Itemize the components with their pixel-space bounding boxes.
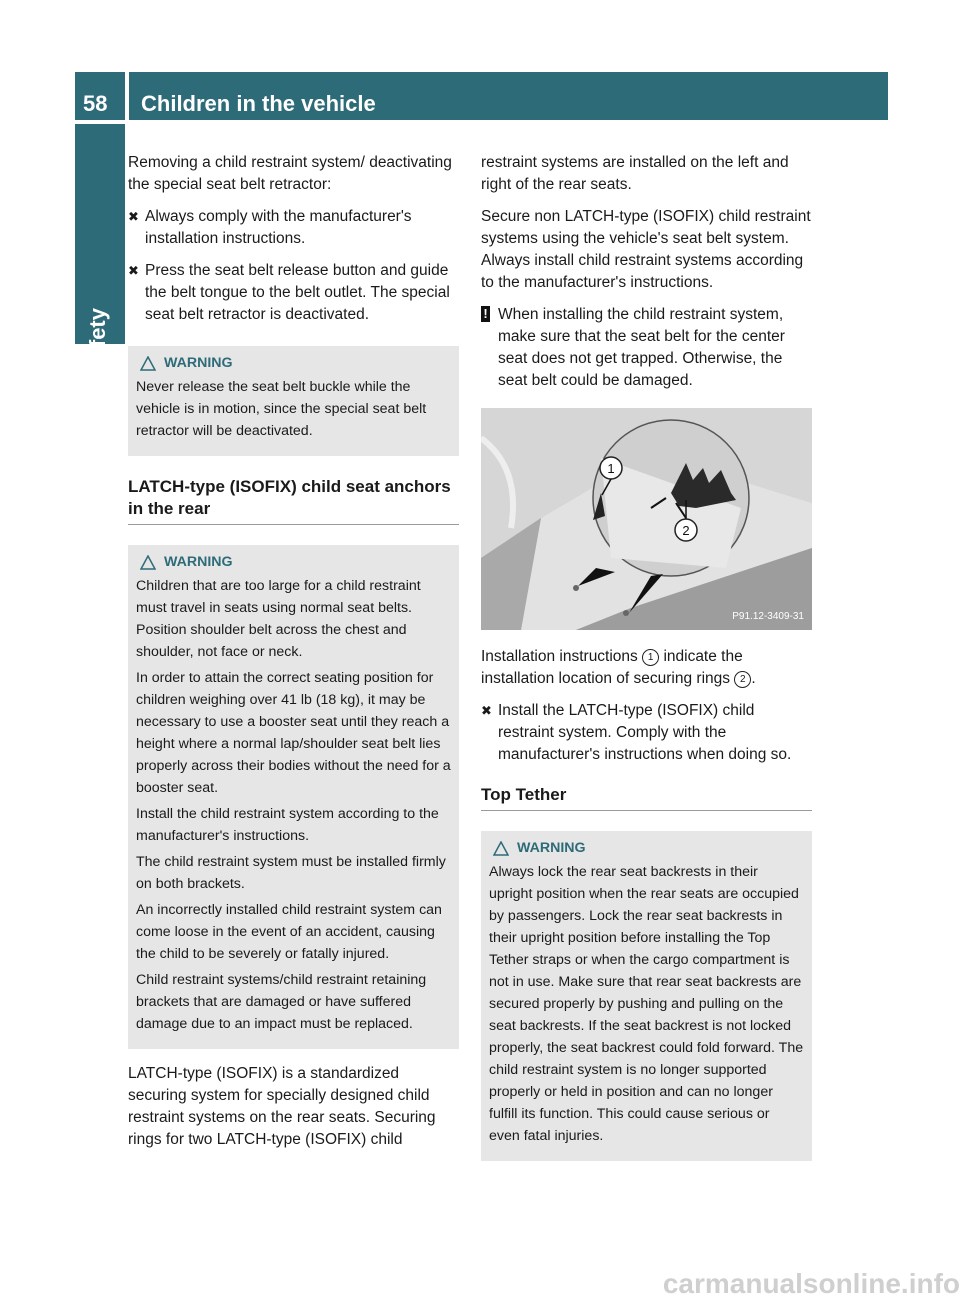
warning-title: WARNING xyxy=(517,840,586,856)
warning-paragraph: Children that are too large for a child restraint must travel in seats using normal seat belts. Position shoulder belt across the chest and shoulder, not face or neck. xyxy=(136,578,421,660)
warning-text: Never release the seat belt buckle while the vehicle is in motion, since the special seat belt retractor will be deactivated. xyxy=(136,379,427,439)
page-header xyxy=(75,72,888,120)
warning-triangle-icon xyxy=(140,356,156,371)
intro-text: Removing a child restraint system/ deactivating the special seat belt retractor: xyxy=(128,154,452,193)
warning-box xyxy=(128,346,459,456)
page-number: 58 xyxy=(83,91,108,116)
instruction-step: ✖ Always comply with the manufacturer's installation instructions. xyxy=(128,208,412,247)
note-block: ! When installing the child restraint system, make sure that the seat belt for the center seat does not get trapped. Otherwise, the seat belt could be damaged. xyxy=(481,304,812,392)
watermark: carmanualsonline.info xyxy=(662,1268,960,1299)
instruction-step: ✖ Install the LATCH-type (ISOFIX) child restraint system. Comply with the manufacturer's instructions when doing so. xyxy=(481,702,792,763)
warning-paragraph: The child restraint system must be installed firmly on both brackets. xyxy=(136,854,446,892)
step-arrow-icon: ✖ xyxy=(481,703,492,718)
section-heading: Top Tether xyxy=(481,784,812,811)
warning-box xyxy=(481,831,812,1161)
callout-1-marker: 1 xyxy=(642,649,659,666)
exclamation-icon: ! xyxy=(481,306,490,322)
warning-paragraph: Child restraint systems/child restraint retaining brackets that are damaged or have suffered damage due to an impact must be replaced. xyxy=(136,972,427,1032)
warning-title: WARNING xyxy=(164,355,233,371)
warning-title: WARNING xyxy=(164,554,233,570)
chapter-title: Children in the vehicle xyxy=(141,91,376,116)
step-arrow-icon: ✖ xyxy=(128,209,139,224)
section-heading: LATCH-type (ISOFIX) child seat anchors in the rear xyxy=(128,476,459,525)
warning-paragraph: An incorrectly installed child restraint system can come loose in the event of an accident, causing the child to be severely or fatally injured. xyxy=(136,902,442,962)
header-divider xyxy=(125,72,129,120)
seat-illustration-svg xyxy=(481,408,812,630)
figure-code: P91.12-3409-31 xyxy=(732,611,804,622)
warning-triangle-icon xyxy=(140,555,156,570)
warning-paragraph: In order to attain the correct seating position for children weighing over 41 lb (18 kg), it may be necessary to use a booster seat until they reach a height where a normal lap/shoulder seat belt lies properly across their bodies without the need for a booster seat. xyxy=(136,670,451,796)
left-column xyxy=(128,152,459,1161)
body-text: restraint systems are installed on the left and right of the rear seats. xyxy=(481,154,789,193)
warning-paragraph: Install the child restraint system according to the manufacturer's instructions. xyxy=(136,806,439,844)
callout-2-marker: 2 xyxy=(734,671,751,688)
isofix-illustration xyxy=(481,408,812,630)
warning-triangle-icon xyxy=(493,841,509,856)
step-arrow-icon: ✖ xyxy=(128,263,139,278)
callout-number-1: 1 xyxy=(607,461,615,476)
body-text: LATCH-type (ISOFIX) is a standardized securing system for specially designed child restraint systems on the rear seats. Securing rings for two LATCH-type (ISOFIX) child xyxy=(128,1065,436,1148)
section-label: Safety xyxy=(85,308,110,375)
warning-text: Always lock the rear seat backrests in their upright position when the rear seats are occupied by passengers. Lock the rear seat backrests in their upright position before installing the Top Tether straps or when the cargo compartment is not in use. Make sure that rear seat backrests are secured properly by pushing and pulling on the seat backrests. If the seat backrest is not locked properly, the seat backrest could fold forward. The child restraint system is no longer supported properly or held in position and can no longer fulfill its function. This could cause serious or even fatal injuries. xyxy=(489,864,804,1144)
instruction-step: ✖ Press the seat belt release button and guide the belt tongue to the belt outlet. The special seat belt retractor is deactivated. xyxy=(128,262,450,323)
body-text: Secure non LATCH-type (ISOFIX) child restraint systems using the vehicle's seat belt system. Always install child restraint systems according to the manufacturer's instructions. xyxy=(481,208,811,291)
section-tab xyxy=(75,124,125,375)
right-column xyxy=(481,152,812,1175)
figure-caption: Installation instructions 1 indicate the installation location of securing rings 2 . xyxy=(481,648,756,687)
warning-box xyxy=(128,545,459,1049)
callout-number-2: 2 xyxy=(682,523,690,538)
